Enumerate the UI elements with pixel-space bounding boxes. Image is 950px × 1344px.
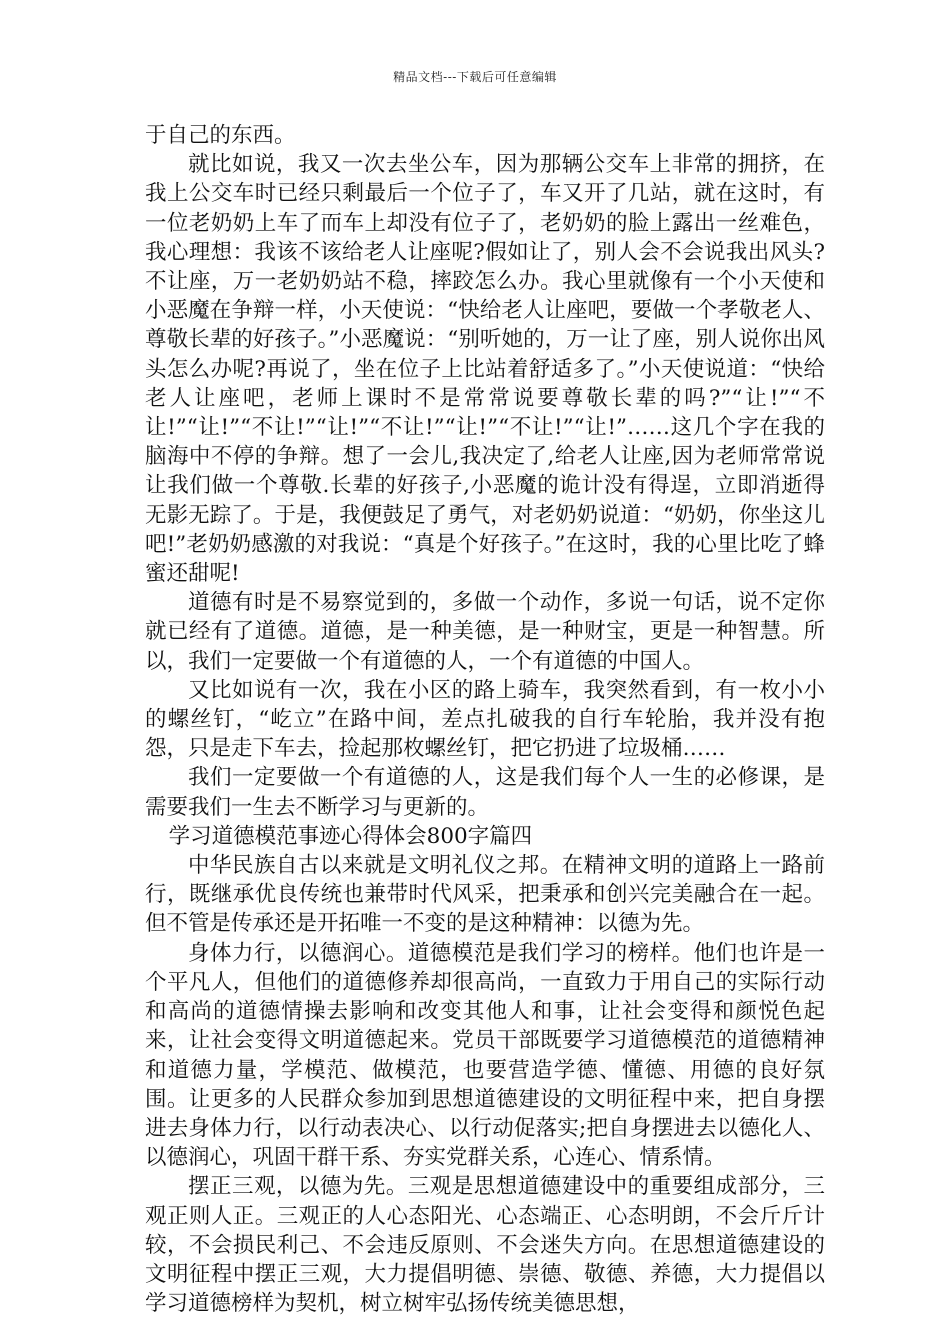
paragraph-bus-story: 就比如说，我又一次去坐公车，因为那辆公交车上非常的拥挤，在我上公交车时已经只剩最后一个位子了，车又开了几站，就在这时，有一位老奶奶上车了而车上却没有位子了，老奶奶的脸上露出一丝难色，我心理想：我该不该给老人让座呢?假如让了，别人会不会说我出风头?不让座，万一老奶奶站不稳，摔跤怎么办。我心里就像有一个小天使和小恶魔在争辩一样，小天使说：“快给老人让座吧，要做一个孝敬老人、尊敬长辈的好孩子。”小恶魔说：“别听她的，万一让了座，别人说你出风头怎么办呢?再说了，坐在位子上比站着舒适多了。”小天使说道：“快给老人让座吧，老师上课时不是常常说要尊敬长辈的吗?”“让!”“不让!”“让!”“不让!”“让!”“不让!”“让!”“不让!”“让!”……这几个字在我的脑海中不停的争辩。想了一会儿,我决定了,给老人让座,因为老师常常说让我们做一个尊敬.长辈的好孩子,小恶魔的诡计没有得逞，立即消逝得无影无踪了。于是，我便鼓足了勇气，对老奶奶说道：“奶奶，你坐这儿吧!”老奶奶感激的对我说：“真是个好孩子。”在这时，我的心里比吃了蜂蜜还甜呢!: [145, 152, 825, 587]
paragraph-screw-story: 又比如说有一次，我在小区的路上骑车，我突然看到，有一枚小小的螺丝钉，“屹立”在路中间，差点扎破我的自行车轮胎，我并没有抱怨，只是走下车去，捡起那枚螺丝钉，把它扔进了垃圾桶……: [145, 677, 825, 762]
page-header: 精品文档---下载后可任意编辑: [393, 70, 557, 84]
paragraph-three-views: 摆正三观，以德为先。三观是思想道德建设中的重要组成部分，三观正则人正。三观正的人心态阳光、心态端正、心态明朗，不会斤斤计较，不会损民利己、不会违反原则、不会迷失方向。在思想道德建设的文明征程中摆正三观，大力提倡明德、崇德、敬德、养德，大力提倡以学习道德榜样为契机，树立树牢弘扬传统美德思想，: [145, 1174, 825, 1317]
paragraph-morality-reflection: 道德有时是不易察觉到的，多做一个动作，多说一句话，说不定你就已经有了道德。道德，是一种美德，是一种财宝，更是一种智慧。所以，我们一定要做一个有道德的人，一个有道德的中国人。: [145, 590, 825, 674]
paragraph-continuation: 于自己的东西。: [145, 123, 296, 148]
paragraph-role-models: 身体力行，以德润心。道德模范是我们学习的榜样。他们也许是一个平凡人，但他们的道德修养却很高尚，一直致力于用自己的实际行动和高尚的道德情操去影响和改变其他人和事，让社会变得和颜悦色起来，让社会变得文明道德起来。党员干部既要学习道德模范的道德精神和道德力量，学模范、做模范，也要营造学德、懂德、用德的良好氛围。让更多的人民群众参加到思想道德建设的文明征程中来，把自身摆进去身体力行，以行动表决心、以行动促落实;把自身摆进去以德化人、以德润心，巩固干群干系、夯实党群关系，心连心、情系情。: [145, 940, 825, 1171]
paragraph-civilization: 中华民族自古以来就是文明礼仪之邦。在精神文明的道路上一路前行，既继承优良传统也兼带时代风采，把秉承和创兴完美融合在一起。但不管是传承还是开拓唯一不变的是这种精神：以德为先。: [145, 853, 825, 937]
section-heading: 学习道德模范事迹心得体会800字篇四: [168, 823, 533, 849]
document-body: [145, 121, 825, 1318]
paragraph-lifelong-lesson: 我们一定要做一个有道德的人，这是我们每个人一生的必修课，是需要我们一生去不断学习与更新的。: [145, 765, 825, 820]
